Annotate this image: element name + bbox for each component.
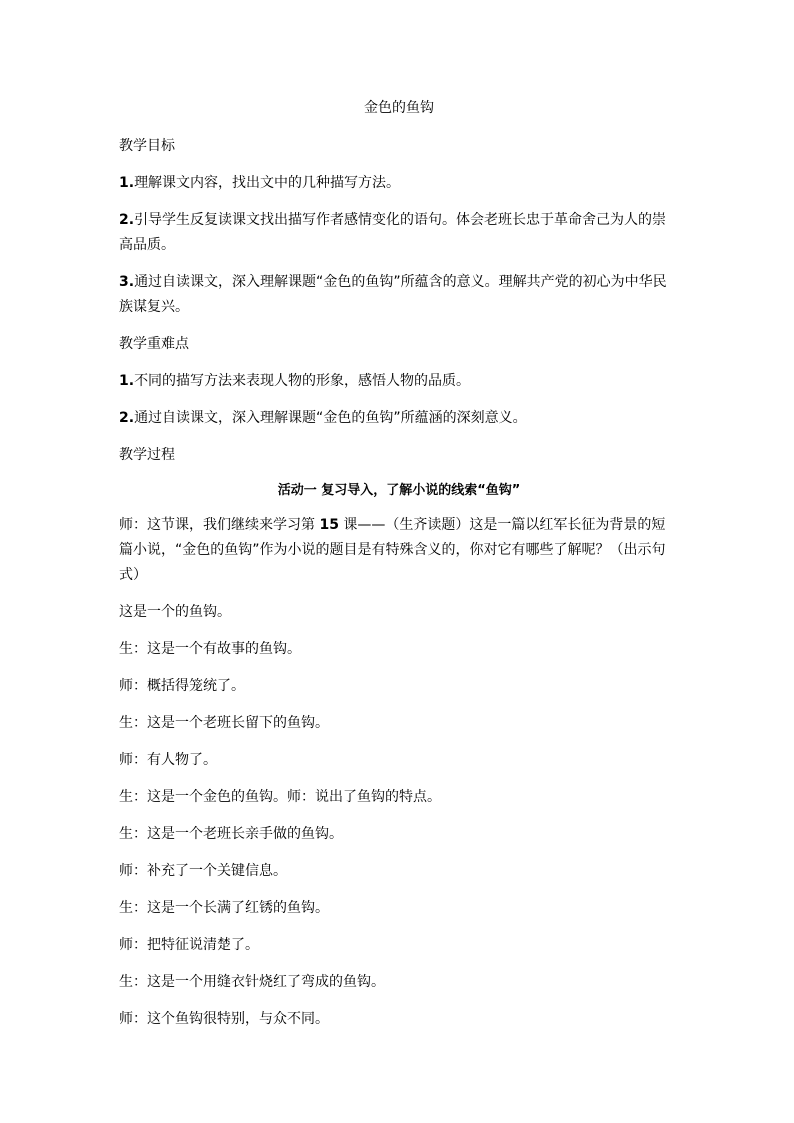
- intro-text-b: 课——（生齐读题）这是一篇以红军长征为背景的短篇小说，“金色的鱼钩”作为小说的题目是有特殊含义的，你对它有哪些了解呢？（出示句式）: [119, 517, 666, 583]
- difficulty-number: 2.: [119, 410, 135, 426]
- dialogue-line: 生：这是一个有故事的鱼钩。: [119, 641, 301, 657]
- goal-item: [119, 208, 679, 258]
- document-body: [119, 97, 679, 1044]
- process-heading: 教学过程: [119, 447, 175, 463]
- dialogue-line: 生：这是一个长满了红锈的鱼钩。: [119, 900, 329, 916]
- goal-text: 理解课文内容，找出文中的几种描写方法。: [134, 175, 401, 191]
- difficulty-text: 通过自读课文，深入理解课题“金色的鱼钩”所蕴涵的深刻意义。: [134, 410, 527, 426]
- difficulty-item: [119, 406, 679, 431]
- intro-text-a: 师：这节课，我们继续来学习第: [119, 517, 320, 533]
- goal-text: 引导学生反复读课文找出描写作者感情变化的语句。体会老班长忠于革命舍己为人的崇高品质。: [119, 212, 667, 253]
- dialogue-line: 师：这个鱼钩很特别，与众不同。: [119, 1011, 329, 1027]
- dialogue-line: 师：概括得笼统了。: [119, 678, 245, 694]
- difficulty-number: 1.: [119, 373, 135, 389]
- goal-text: 通过自读课文，深入理解课题“金色的鱼钩”所蕴含的意义。理解共产党的初心为中华民族谋复兴。: [119, 274, 667, 315]
- dialogue-line: 生：这是一个老班长留下的鱼钩。: [119, 715, 329, 731]
- goals-heading: 教学目标: [119, 138, 175, 154]
- goal-number: 3.: [119, 274, 135, 290]
- lesson-number: 15: [319, 517, 339, 533]
- dialogue-line: 师：把特征说清楚了。: [119, 937, 259, 953]
- dialogue-line: 生：这是一个用缝衣针烧红了弯成的鱼钩。: [119, 974, 385, 990]
- dialogue-line: 生：这是一个老班长亲手做的鱼钩。: [119, 826, 343, 842]
- dialogue-line: 这是一个的鱼钩。: [119, 604, 231, 620]
- dialogue-line: 师：有人物了。: [119, 752, 217, 768]
- document-title: 金色的鱼钩: [364, 100, 434, 116]
- dialogue-line: 生：这是一个金色的鱼钩。师：说出了鱼钩的特点。: [119, 789, 441, 805]
- difficulty-item: [119, 369, 679, 394]
- teacher-intro: [119, 513, 679, 588]
- activity-title: 活动一 复习导入，了解小说的线索“鱼钩”: [277, 483, 521, 498]
- goal-number: 1.: [119, 175, 135, 191]
- goal-number: 2.: [119, 212, 135, 228]
- difficulty-heading: 教学重难点: [119, 336, 189, 352]
- goal-item: [119, 270, 679, 320]
- dialogue-line: 师：补充了一个关键信息。: [119, 863, 287, 879]
- difficulty-text: 不同的描写方法来表现人物的形象，感悟人物的品质。: [134, 373, 471, 389]
- goal-item: [119, 171, 679, 196]
